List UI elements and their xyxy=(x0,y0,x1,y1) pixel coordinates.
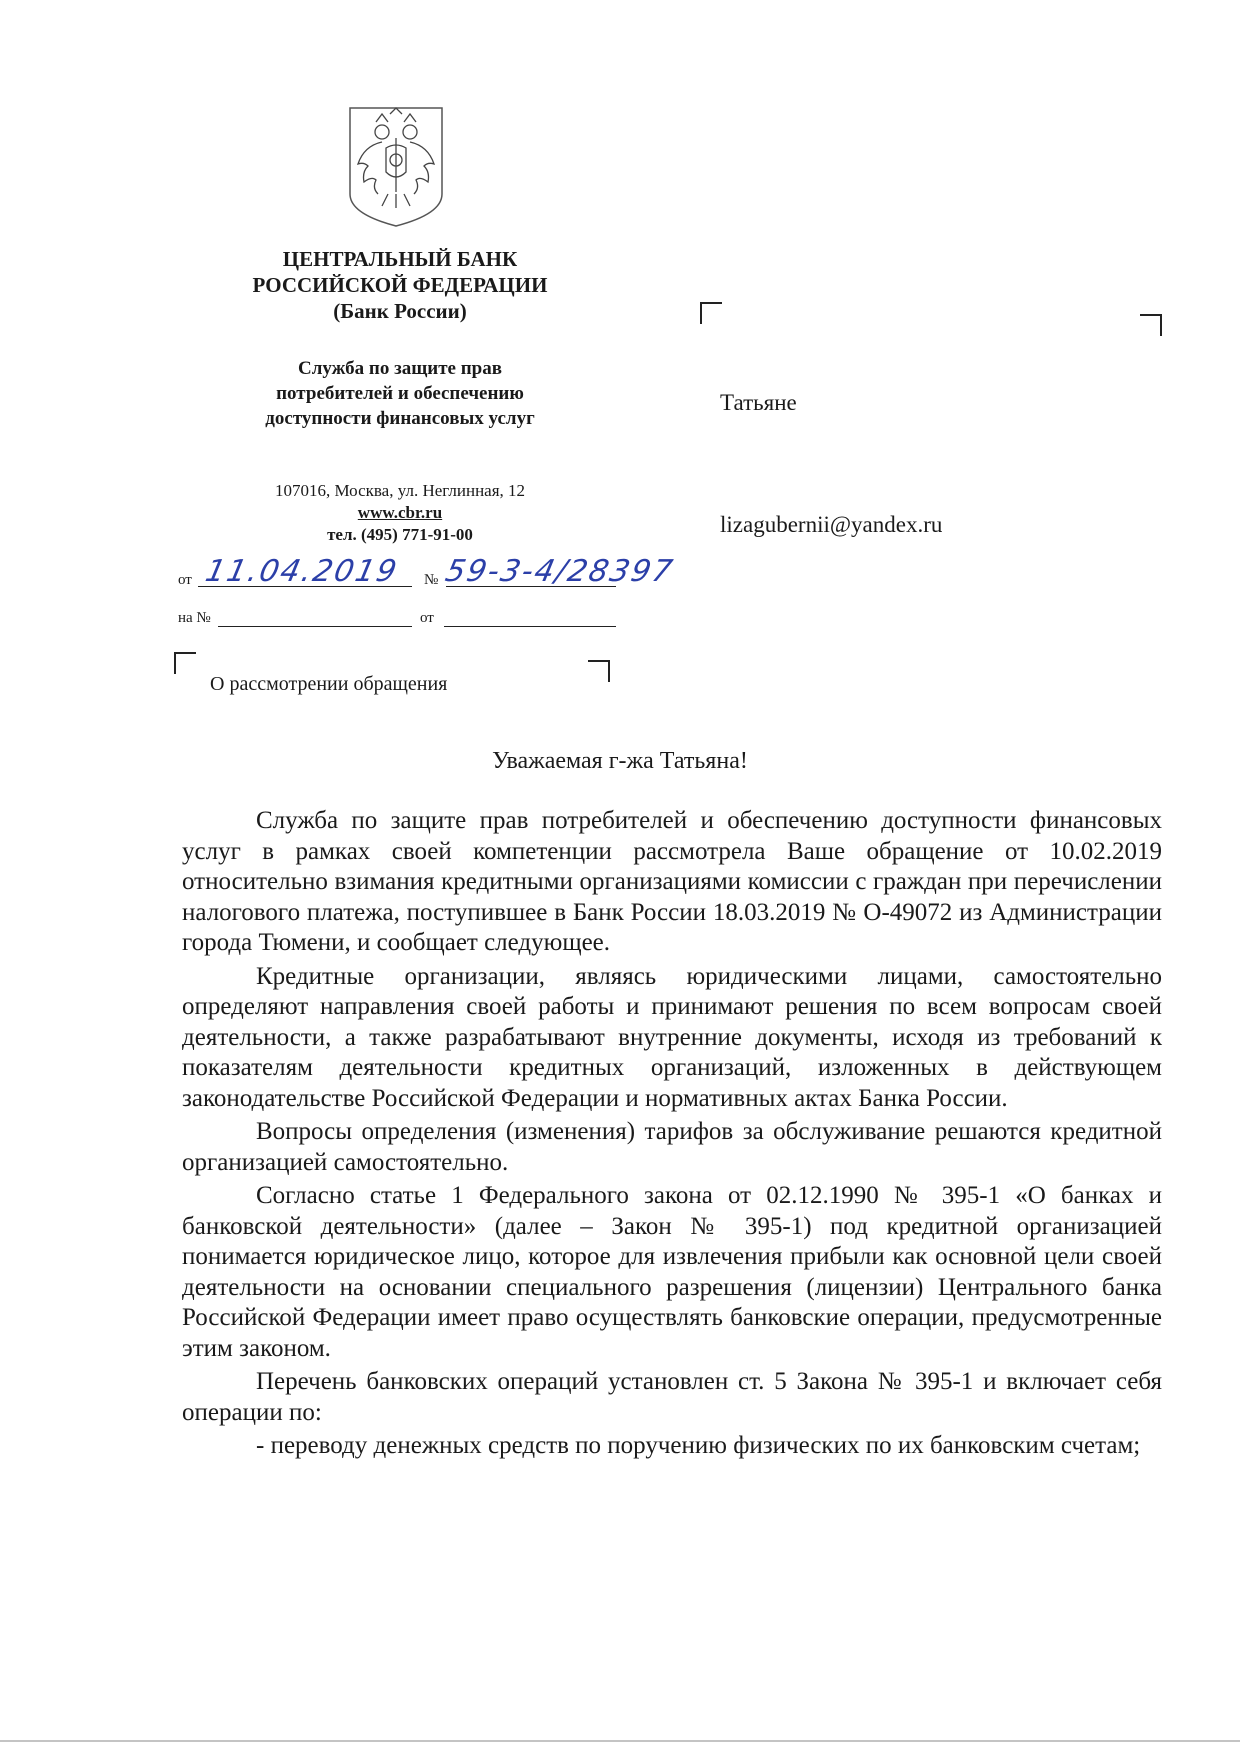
reply-to-label: на № xyxy=(178,610,211,626)
body-paragraph: Кредитные организации, являясь юридическими лицами, самостоятельно определяют направления своей работы и принимают решения по всем вопросам своей деятельности, а также разрабатывают внутренние документы, исходя из требований к показателям деятельности кредитных организаций, изложенных в действующем законодательстве Российской Федерации и нормативных актах Банка России. xyxy=(182,962,1162,1112)
service-name-line-3: доступности финансовых услуг xyxy=(265,408,535,429)
address-corner-right xyxy=(1140,314,1162,336)
address-corner-left xyxy=(700,302,722,324)
scan-edge-line xyxy=(0,1740,1240,1742)
reply-to-line xyxy=(218,626,412,627)
letter-subject: О рассмотрении обращения xyxy=(210,673,448,695)
service-name-line-1: Служба по защите прав xyxy=(297,358,503,379)
subject-corner-left xyxy=(174,652,196,674)
reply-from-line xyxy=(444,626,616,627)
org-name-line-1: ЦЕНТРАЛЬНЫЙ БАНК xyxy=(282,247,518,271)
website-link[interactable]: www.cbr.ru xyxy=(357,503,443,522)
body-paragraph: Согласно статье 1 Федерального закона от 02.12.1990 № 395-1 «О банках и банковской деятельности» (далее – Закон № 395-1) под кредитной организацией понимается юридическое лицо, которое для извлечения прибыли как основной цели своей деятельности на основании специального разрешения (лицензии) Центрального банка Российской Федерации имеет право осуществлять банковские операции, предусмотренные этим законом. xyxy=(182,1182,1162,1362)
coat-of-arms-icon xyxy=(342,102,450,230)
organization-name xyxy=(200,246,600,324)
body-paragraph: Перечень банковских операций установлен ст. 5 Закона № 395-1 и включает себя операции по: xyxy=(182,1368,1162,1426)
body-paragraph: Служба по защите прав потребителей и обеспечению доступности финансовых услуг в рамках своей компетенции рассмотрела Ваше обращение от 10.02.2019 относительно взимания кредитными организациями комиссии с граждан при перечислении налогового платежа, поступившее в Банк России 18.03.2019 № О-49072 из Администрации города Тюмени, и сообщает следующее. xyxy=(182,807,1162,956)
contact-block xyxy=(200,480,600,546)
ref-number-handwritten: 59-3-4/28397 xyxy=(442,554,678,589)
salutation: Уважаемая г-жа Татьяна! xyxy=(492,748,748,774)
ref-date-handwritten: 11.04.2019 xyxy=(202,554,402,589)
org-name-line-3: (Банк России) xyxy=(333,299,467,323)
service-name-line-2: потребителей и обеспечению xyxy=(276,383,524,404)
recipient-name: Татьяне xyxy=(720,390,797,415)
service-name xyxy=(200,356,600,431)
body-paragraph: Вопросы определения (изменения) тарифов за обслуживание решаются кредитной организацией самостоятельно. xyxy=(182,1118,1162,1176)
letter-body xyxy=(182,806,1162,1465)
address: 107016, Москва, ул. Неглинная, 12 xyxy=(274,481,526,500)
subject-corner-right xyxy=(588,660,610,682)
org-name-line-2: РОССИЙСКОЙ ФЕДЕРАЦИИ xyxy=(252,273,548,297)
recipient-email[interactable]: lizagubernii@yandex.ru xyxy=(720,512,943,537)
reply-from-label: от xyxy=(420,610,434,626)
ref-number-label: № xyxy=(424,572,439,588)
body-list-item: - переводу денежных средств по поручению физических по их банковским счетам; xyxy=(256,1432,1141,1459)
phone-number: тел. (495) 771-91-00 xyxy=(327,525,473,544)
ref-from-label: от xyxy=(178,572,192,588)
